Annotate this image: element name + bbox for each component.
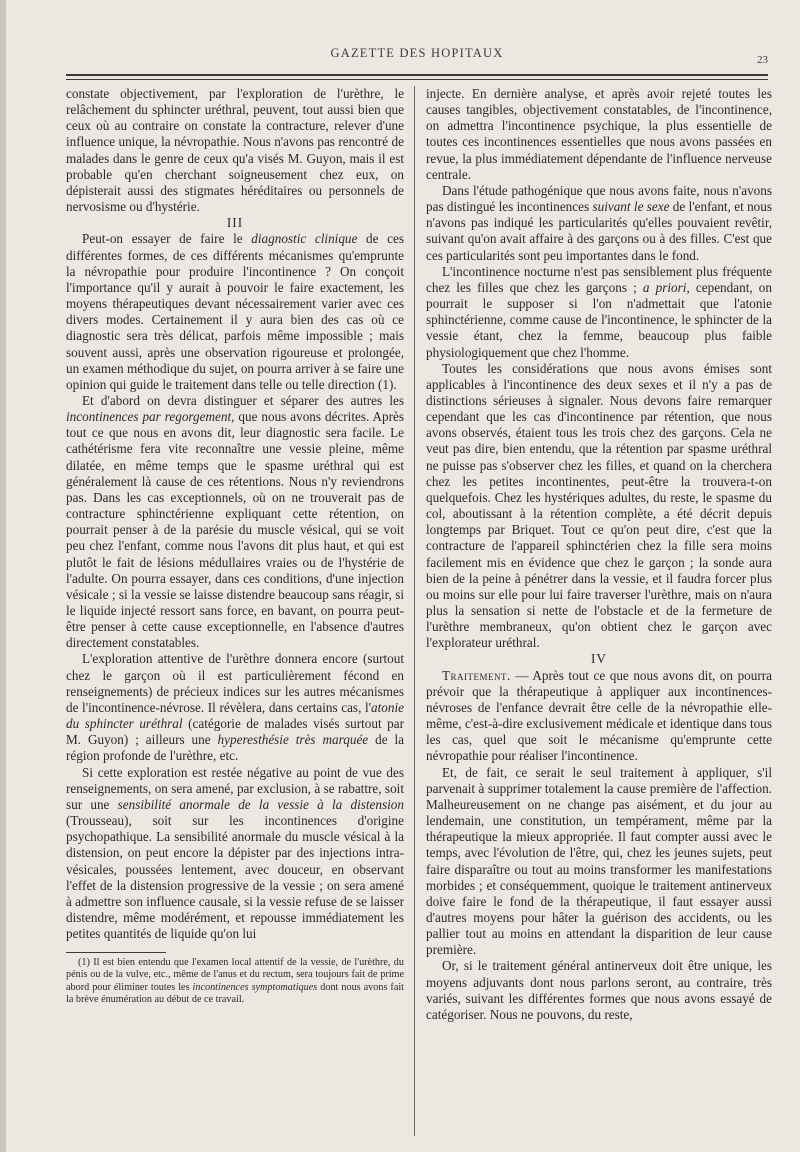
page-number: 23 — [757, 54, 768, 66]
header-rule-thick — [66, 74, 768, 76]
paragraph: Si cette exploration est restée négative au point de vue des renseignements, on sera amené, par exclusion, à se rabattre, soit sur une sensibilité anormale de la vessie à la distension (Trousseau), soit sur les incontinences d'origine psychopathique. La sensibilité anormale du muscle vésical à la distension, on peut encore la dépister par des injections intra-vésicales, poussées lentement, avec douceur, en observant l'effet de la distension progressive de la vessie ; on sera amené à admettre son influence causale, si la vessie refuse de se laisser distendre, même modérément, et repousse immédiatement les petites quantités de liquide qu'on lui — [66, 764, 404, 942]
page-header — [66, 40, 768, 70]
right-column — [426, 86, 772, 1023]
emphasis: a priori — [642, 279, 687, 295]
journal-title: GAZETTE DES HOPITAUX — [330, 46, 504, 60]
paragraph: L'incontinence nocturne n'est pas sensiblement plus fréquente chez les filles que chez les garçons ; a priori, cependant, on pourrait le supposer si l'on n'admettait que l'atonie sphinctérienne, comme cause de l'incontinence, le sphincter de la vessie étant, chez la femme, beaucoup plus faible physiologiquement que chez l'homme. — [426, 263, 772, 360]
paragraph: constate objectivement, par l'exploration de l'urèthre, le relâchement du sphincter uréthral, peuvent, tout aussi bien que ceux où au contraire on constate la contracture, relever d'une influence unique, la névropathie. Nous n'avons pas rencontré de malades dans le genre de ceux qu'a visés M. Guyon, mais il est probable qu'en cherchant soigneusement chez eux, on dépisterait aussi des stigmates héréditaires ou personnels de nervosisme ou d'hystérie. — [66, 86, 404, 215]
section-number-iv: IV — [591, 651, 607, 667]
paragraph: Et, de fait, ce serait le seul traitement à appliquer, s'il parvenait à supprimer totalement la cause première de l'affection. Malheureusement on ne change pas aisément, et du jour au lendemain, une constitution, un tempérament, même par la thérapeutique la mieux appropriée. Il faut compter aussi avec le temps, avec l'évolution de l'être, qui, chez les jeunes sujets, peut faire disparaître ou tout au moins transformer les manifestations morbides ; et conséquemment, quoique le traitement antinerveux doive faire le fond de la thérapeutique, il faut essayer aussi d'autres moyens pour hâter la guérison des accidents, ou les pallier tout au moins en attendant la disparition de leur cause première. — [426, 764, 772, 958]
left-column — [66, 86, 404, 1006]
emphasis: incontinences par regorgement — [66, 409, 232, 425]
footnote-rule — [66, 952, 166, 953]
emphasis: sensibilité anormale de la vessie à la distension — [117, 796, 404, 812]
paragraph: Or, si le traitement général antinerveux doit être unique, les moyens adjuvants dont nous parlons seront, au contraire, très variés, suivant les différentes formes que nous avons essayé de catégoriser. Nous ne pouvons, du reste, — [426, 958, 772, 1022]
paragraph: Toutes les considérations que nous avons émises sont applicables à l'incontinence des deux sexes et il n'y a pas de distinctions sérieuses à signaler. Nous devons faire remarquer cependant que les cas d'incontinence par rétention, que nous avons observés, étaient tous les trois chez des garçons. Cela ne veut pas dire, bien entendu, que la rétention par spasme uréthral ne puisse pas s'observer chez les filles, et quand on la cherchera chez les petites incontinentes, peut-être la trouvera-t-on quelquefois. Chez les hystériques adultes, du reste, le spasme du col, aboutissant à la rétention complète, a été décrit depuis longtemps par Briquet. Tout ce qu'on peut dire, c'est que la contracture de l'appareil sphinctérien chez la fille sera moins facilement mis en évidence que chez le garçon ; la sonde aura bien de la peine à pénétrer dans la vessie, et il faudra forcer plus ou moins sur elle pour lui faire traverser l'urèthre, mais on n'aura plus la sensation si nette de l'obstacle et de la fermeture de l'urèthre membraneux, qu'on obtient chez le garçon avec l'explorateur uréthral. — [426, 360, 772, 651]
paragraph: Traitement. — Après tout ce que nous avons dit, on pourra prévoir que la thérapeutique à appliquer aux incontinences-névroses de l'enfance devrait être celle de la névropathie elle-même, c'est-à-dire exclusivement médicale et identique dans tous les cas, quel que soit le mécanisme qu'emprunte cette névropathie pour réaliser l'incontinence. — [426, 667, 772, 764]
header-rule-thin — [66, 79, 768, 80]
emphasis: incontinences symptomatiques — [192, 981, 318, 993]
emphasis: diagnostic clinique — [251, 231, 358, 247]
emphasis: hyperesthésie très marquée — [217, 732, 369, 748]
emphasis: atonie du sphincter uréthral — [66, 699, 404, 732]
paragraph: L'exploration attentive de l'urèthre donnera encore (surtout chez le garçon où il est particulièrement fécond en renseignements) de précieux indices sur les autres mécanismes de l'incontinence-névrose. Il révèlera, dans certains cas, l'atonie du sphincter uréthral (catégorie de malades visés surtout par M. Guyon) ; ailleurs une hyperesthésie très marquée de la région profonde de l'urèthre, etc. — [66, 651, 405, 764]
section-number-iii: III — [226, 215, 244, 231]
column-divider — [414, 86, 415, 1136]
emphasis: suivant le sexe — [592, 199, 670, 215]
paragraph: injecte. En dernière analyse, et après avoir rejeté toutes les causes tangibles, objectivement constatables, de l'incontinence, on admettra l'incontinence psychique, la plus essentielle de toutes ces incontinences essentielles que nous avons passées en revue, la plus immédiatement dépendante de l'influence nerveuse centrale. — [426, 86, 772, 182]
paragraph: Et d'abord on devra distinguer et séparer des autres les incontinences par regorgement, que nous avons décrites. Après tout ce que nous en avons dit, leur diagnostic sera facile. Le cathétérisme fera vite reconnaître une vessie pleine, même dilatée, en même temps que le spasme uréthral qui est généralement là cause de ces rétentions. Nous n'y reviendrons pas. Dans les cas exceptionnels, où on ne trouverait pas de contracture sphinctérienne expliquant cette rétention, on pourrait penser à de la parésie du muscle vésical, qui se voit peu chez l'enfant, comme nous l'avons dit plus haut, et qui est plutôt le fait de lésions médullaires vraies ou de l'hystérie de l'adulte. On pourra essayer, dans ces conditions, d'une injection vésicale ; si la vessie se laisse distendre beaucoup sans réagir, si le liquide injecté ressort sans force, en bavant, on pourra peut-être penser à cette cause exceptionnelle, en l'absence d'autres directement constatables. — [66, 392, 404, 651]
paragraph: Peut-on essayer de faire le diagnostic clinique de ces différentes formes, de ces différents mécanismes qu'emprunte la névropathie pour produire l'incontinence ? On conçoit l'importance qu'il y aurait à pouvoir le faire exactement, les moyens thérapeutiques devant nécessairement varier avec ces divers modes. Certainement il y aura bien des cas où ce diagnostic sera très délicat, parfois même impossible ; mais souvent aussi, après une observation rigoureuse et prolongée, un examen méthodique du sujet, on pourra arriver à se faire une opinion qui guide le traitement dans telle ou telle direction (1). — [66, 231, 404, 392]
paragraph: Dans l'étude pathogénique que nous avons faite, nous n'avons pas distingué les incontinences suivant le sexe de l'enfant, et nous n'avons pas indiqué les particularités qu'elles pouvaient revêtir, suivant qu'on avait affaire à des garçons ou à des filles. C'est que ces particularités sont peu importantes dans le fond. — [426, 182, 773, 263]
footnote: (1) Il est bien entendu que l'examen local attentif de la vessie, de l'urèthre, du pénis ou de la vulve, etc., même de l'anus et du rectum, sera toujours fait de prime abord pour éliminer toutes les incontinences symptomatiques dont nous avons fait la brève énumération au début de ce travail. — [66, 957, 404, 1005]
section-heading-traitement: Traitement. — [442, 667, 511, 683]
